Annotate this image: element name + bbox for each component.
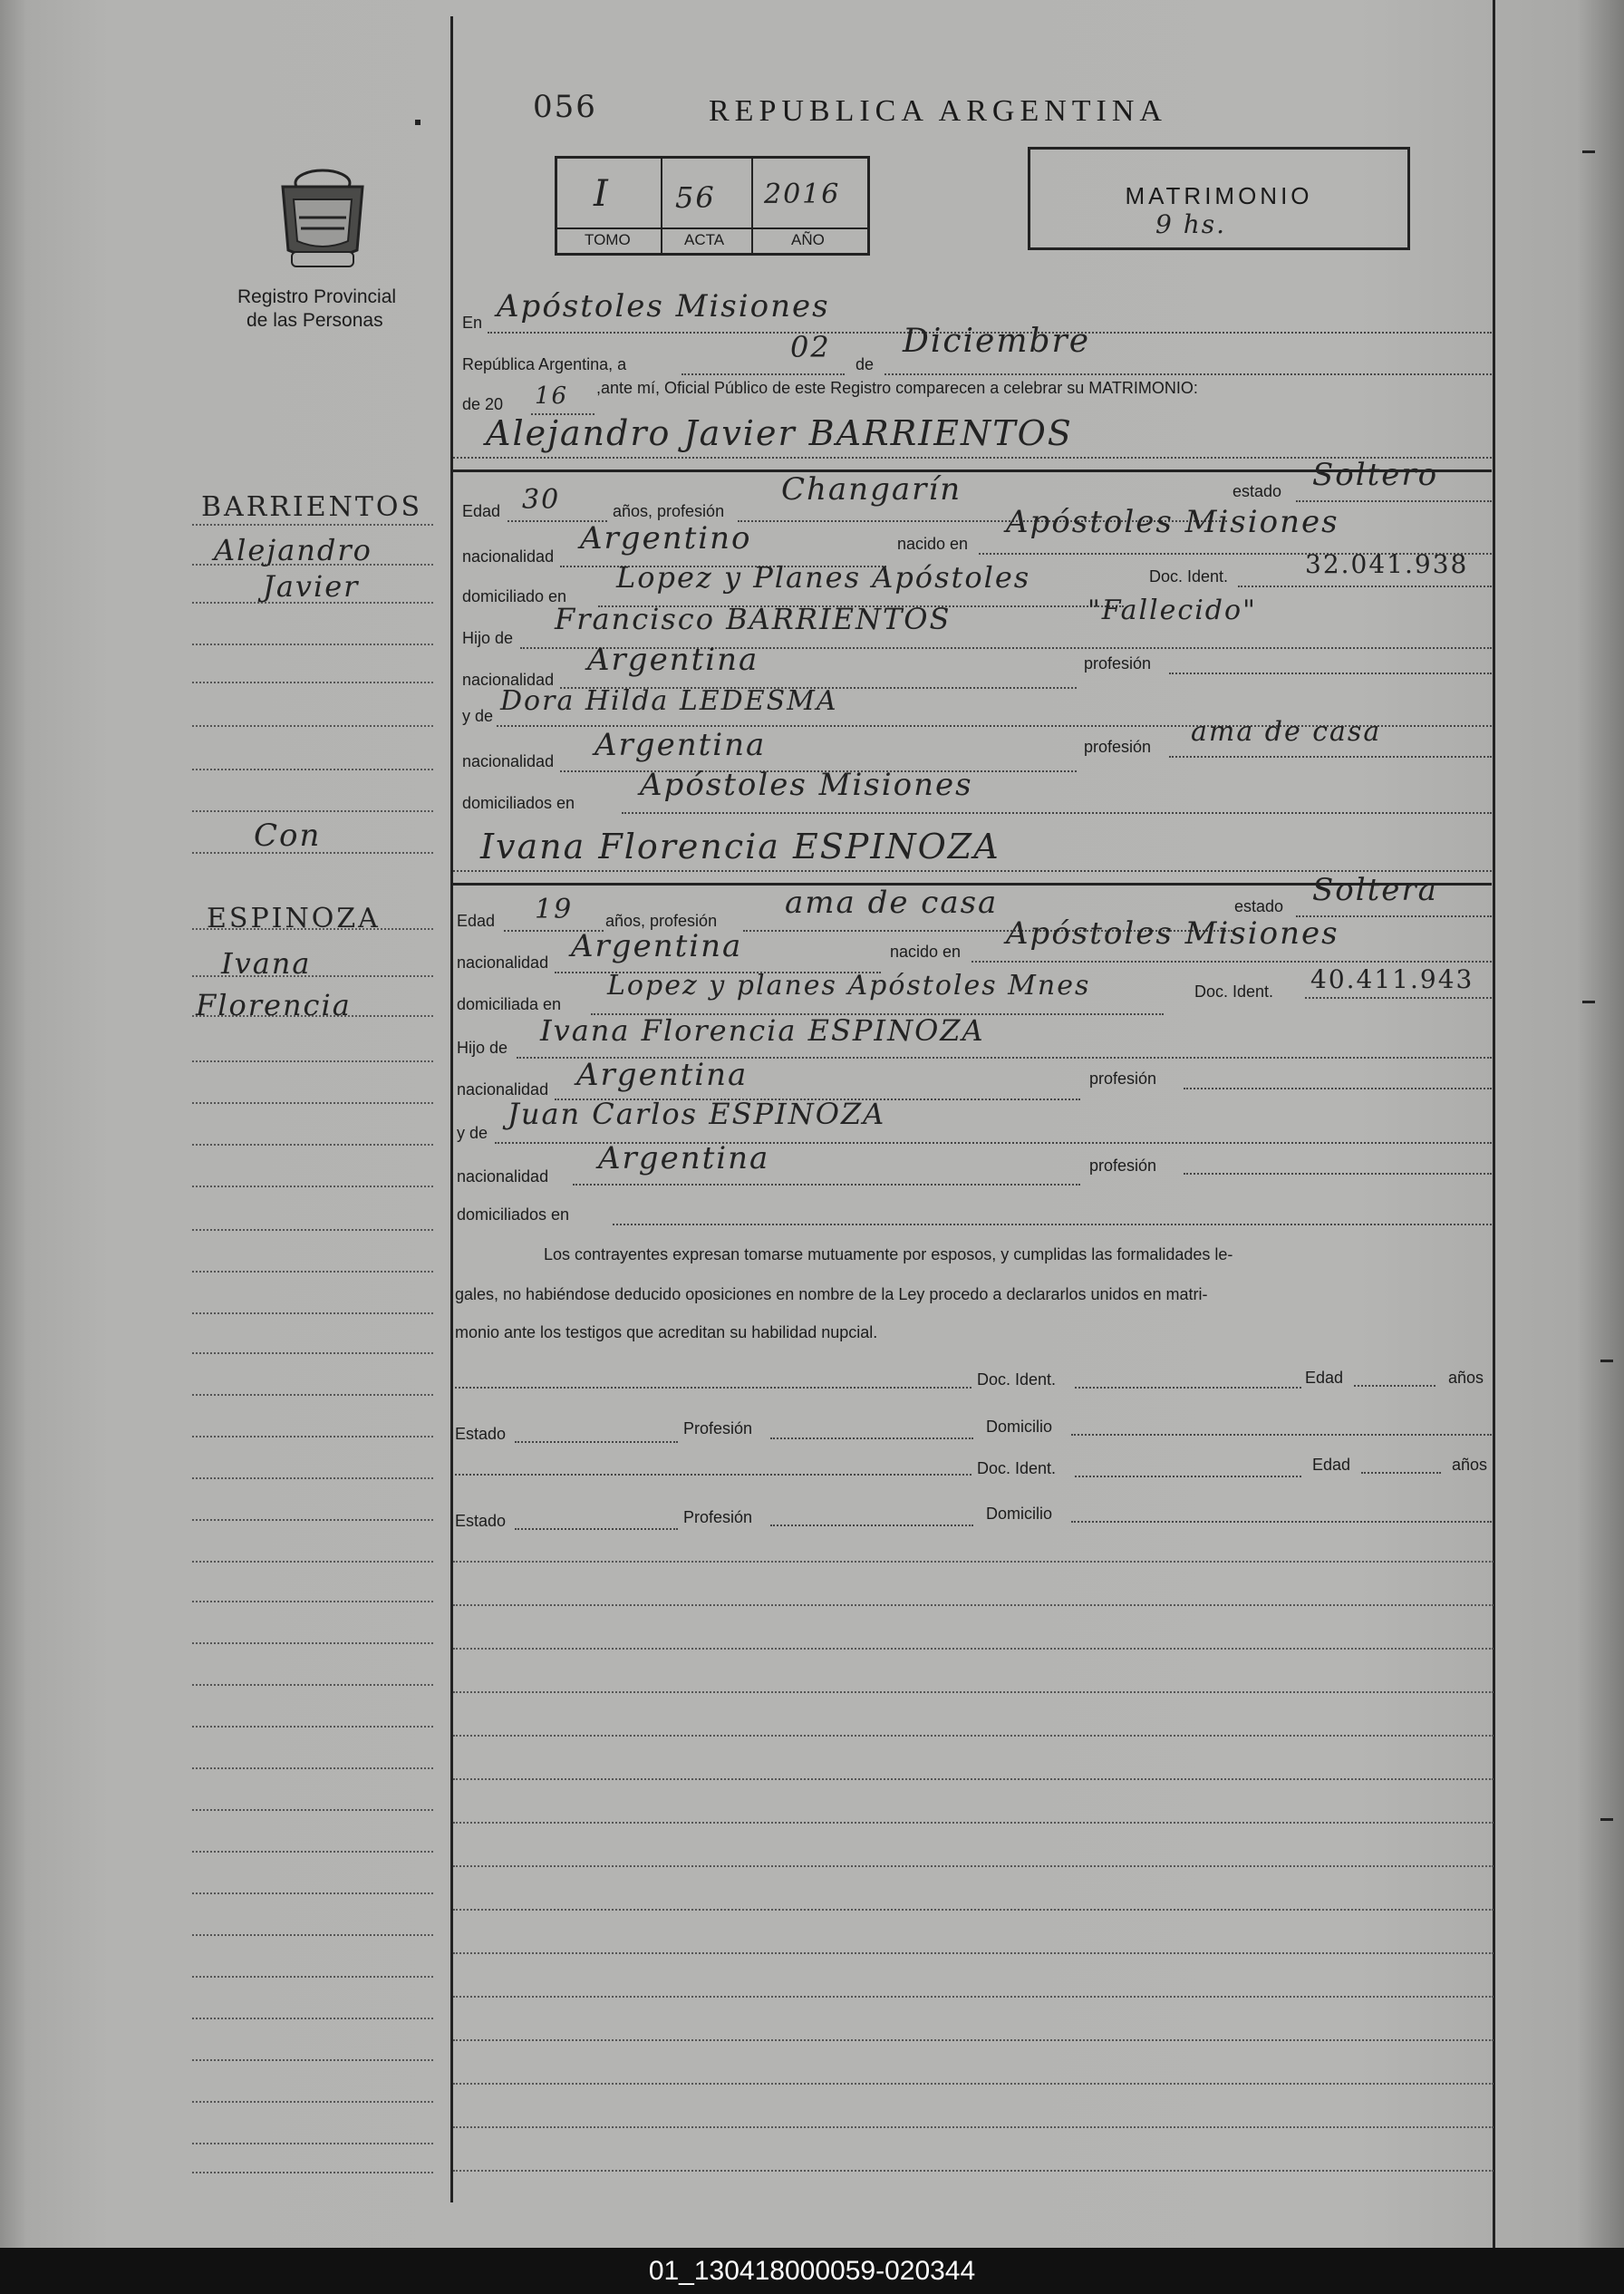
bride-profession-label: años, profesión xyxy=(605,912,718,930)
place-value: Apóstoles Misiones xyxy=(497,288,830,324)
groom-full-name: Alejandro Javier BARRIENTOS xyxy=(486,413,1073,453)
provincial-seal xyxy=(274,163,372,270)
witness1-profession-label: Profesión xyxy=(683,1419,753,1437)
acta-label: ACTA xyxy=(684,231,725,248)
margin-connector: Con xyxy=(254,818,322,854)
bride-full-name: Ivana Florencia ESPINOZA xyxy=(480,827,1000,866)
document-id-footer: 01_130418000059-020344 xyxy=(0,2248,1624,2294)
bride-doc-label: Doc. Ident. xyxy=(1194,982,1274,1001)
country-title: REPUBLICA ARGENTINA xyxy=(709,94,1167,128)
groom-father-profession-label: profesión xyxy=(1084,654,1152,673)
ante-mi-text: ,ante mí, Oficial Público de este Registro comparecen a celebrar su MATRIMONIO: xyxy=(596,379,1198,397)
declaration-line1: Los contrayentes expresan tomarse mutuamente por esposos, y cumplidas las formalidades le- xyxy=(544,1245,1233,1263)
right-margin-rule xyxy=(1493,0,1495,2248)
registry-name-line2: de las Personas xyxy=(246,310,383,331)
bride-nationality-label: nacionalidad xyxy=(457,953,549,972)
groom-father-label: Hijo de xyxy=(462,629,514,647)
bride-civil-status: Soltera xyxy=(1312,872,1438,908)
margin-groom-name1: Alejandro xyxy=(214,533,372,567)
groom-mother-nationality-label: nacionalidad xyxy=(462,752,555,770)
folio-number: 056 xyxy=(533,89,597,125)
month-value: Diciembre xyxy=(903,323,1091,360)
witness1-years-label: años xyxy=(1448,1369,1484,1387)
bride-father-nationality: Argentina xyxy=(576,1057,749,1093)
left-margin-rule xyxy=(450,16,453,2202)
witness2-age-label: Edad xyxy=(1312,1456,1351,1474)
groom-address-label: domiciliado en xyxy=(462,587,567,605)
groom-father-nationality-label: nacionalidad xyxy=(462,671,555,689)
groom-age-label: Edad xyxy=(462,502,501,520)
declaration-line2: gales, no habiéndose deducido oposiciones en nombre de la Ley procedo a declararlos unidos en matri- xyxy=(455,1285,1208,1303)
bride-mother-profession-label: profesión xyxy=(1089,1157,1157,1175)
margin-groom-name2: Javier xyxy=(263,569,360,604)
groom-nationality: Argentino xyxy=(580,520,752,557)
groom-father: Francisco BARRIENTOS xyxy=(555,602,952,636)
groom-profession: Changarín xyxy=(781,471,962,508)
witness1-age-label: Edad xyxy=(1305,1369,1344,1387)
groom-mother: Dora Hilda LEDESMA xyxy=(500,685,838,717)
bride-mother-nationality-label: nacionalidad xyxy=(457,1167,549,1186)
bride-father-profession-label: profesión xyxy=(1089,1070,1157,1088)
groom-address: Lopez y Planes Apóstoles xyxy=(616,560,1031,595)
witness1-status-label: Estado xyxy=(455,1425,507,1443)
edge-mark xyxy=(1582,150,1595,153)
witness2-profession-label: Profesión xyxy=(683,1508,753,1526)
anio-value: 2016 xyxy=(764,179,841,210)
bride-status-label: estado xyxy=(1234,897,1284,915)
groom-parents-address-label: domiciliados en xyxy=(462,794,575,812)
bride-profession: ama de casa xyxy=(785,885,999,921)
de-label: de xyxy=(856,355,875,373)
anio-label: AÑO xyxy=(791,231,825,248)
witness2-doc-label: Doc. Ident. xyxy=(977,1459,1057,1477)
act-type-label: MATRIMONIO xyxy=(1125,182,1313,209)
groom-mother-nationality: Argentina xyxy=(594,727,767,763)
year-suffix: 16 xyxy=(535,382,569,410)
groom-birthplace-label: nacido en xyxy=(897,535,969,553)
groom-mother-profession: ama de casa xyxy=(1191,716,1382,748)
bride-mother-nationality: Argentina xyxy=(598,1140,770,1176)
edge-mark xyxy=(1582,1001,1595,1003)
bride-age-label: Edad xyxy=(457,912,496,930)
registry-box xyxy=(555,156,870,256)
margin-groom-surname: BARRIENTOS xyxy=(201,491,423,523)
bride-birthplace: Apóstoles Misiones xyxy=(1006,915,1339,952)
tomo-label: TOMO xyxy=(585,231,631,248)
bride-address-label: domiciliada en xyxy=(457,995,562,1013)
bride-father: Ivana Florencia ESPINOZA xyxy=(540,1013,985,1048)
edge-mark xyxy=(1600,1360,1613,1362)
tomo-value: I xyxy=(594,173,610,215)
groom-father-note: "Fallecido" xyxy=(1088,595,1257,626)
year-label: de 20 xyxy=(462,395,504,413)
groom-mother-profession-label: profesión xyxy=(1084,738,1152,756)
bride-address: Lopez y planes Apóstoles Mnes xyxy=(607,970,1091,1002)
bride-father-nationality-label: nacionalidad xyxy=(457,1080,549,1099)
witness2-years-label: años xyxy=(1452,1456,1488,1474)
margin-bride-name1: Ivana xyxy=(221,946,312,981)
margin-bride-surname: ESPINOZA xyxy=(207,903,381,934)
bride-mother: Juan Carlos ESPINOZA xyxy=(508,1097,886,1131)
en-label: En xyxy=(462,314,483,332)
witness2-status-label: Estado xyxy=(455,1512,507,1530)
declaration-line3: monio ante los testigos que acreditan su habilidad nupcial. xyxy=(455,1323,878,1341)
groom-father-nationality: Argentina xyxy=(587,642,759,678)
act-type-box xyxy=(1028,147,1410,250)
groom-doc: 32.041.938 xyxy=(1305,549,1469,579)
bride-age: 19 xyxy=(535,894,574,925)
witness1-address-label: Domicilio xyxy=(986,1418,1053,1436)
bullet-mark xyxy=(415,120,420,125)
groom-profession-label: años, profesión xyxy=(613,502,725,520)
bride-birthplace-label: nacido en xyxy=(890,943,962,961)
groom-age: 30 xyxy=(522,484,561,516)
bride-nationality: Argentina xyxy=(571,928,743,964)
groom-parents-address: Apóstoles Misiones xyxy=(640,767,973,803)
groom-doc-label: Doc. Ident. xyxy=(1149,567,1229,586)
act-type-note: 9 hs. xyxy=(1155,209,1227,239)
bride-mother-label: y de xyxy=(457,1124,488,1142)
bride-doc: 40.411.943 xyxy=(1310,964,1474,994)
registry-name-line1: Registro Provincial xyxy=(237,286,397,307)
bride-father-label: Hijo de xyxy=(457,1039,508,1057)
groom-birthplace: Apóstoles Misiones xyxy=(1006,504,1339,540)
witness2-address-label: Domicilio xyxy=(986,1505,1053,1523)
edge-mark xyxy=(1600,1818,1613,1821)
republica-label: República Argentina, a xyxy=(462,355,627,373)
groom-mother-label: y de xyxy=(462,707,494,725)
day-value: 02 xyxy=(790,330,831,364)
bride-parents-address-label: domiciliados en xyxy=(457,1205,570,1224)
groom-status-label: estado xyxy=(1232,482,1282,500)
witness1-doc-label: Doc. Ident. xyxy=(977,1370,1057,1389)
groom-civil-status: Soltero xyxy=(1312,457,1439,493)
groom-nationality-label: nacionalidad xyxy=(462,547,555,566)
acta-value: 56 xyxy=(675,180,716,215)
margin-bride-name2: Florencia xyxy=(196,988,352,1022)
